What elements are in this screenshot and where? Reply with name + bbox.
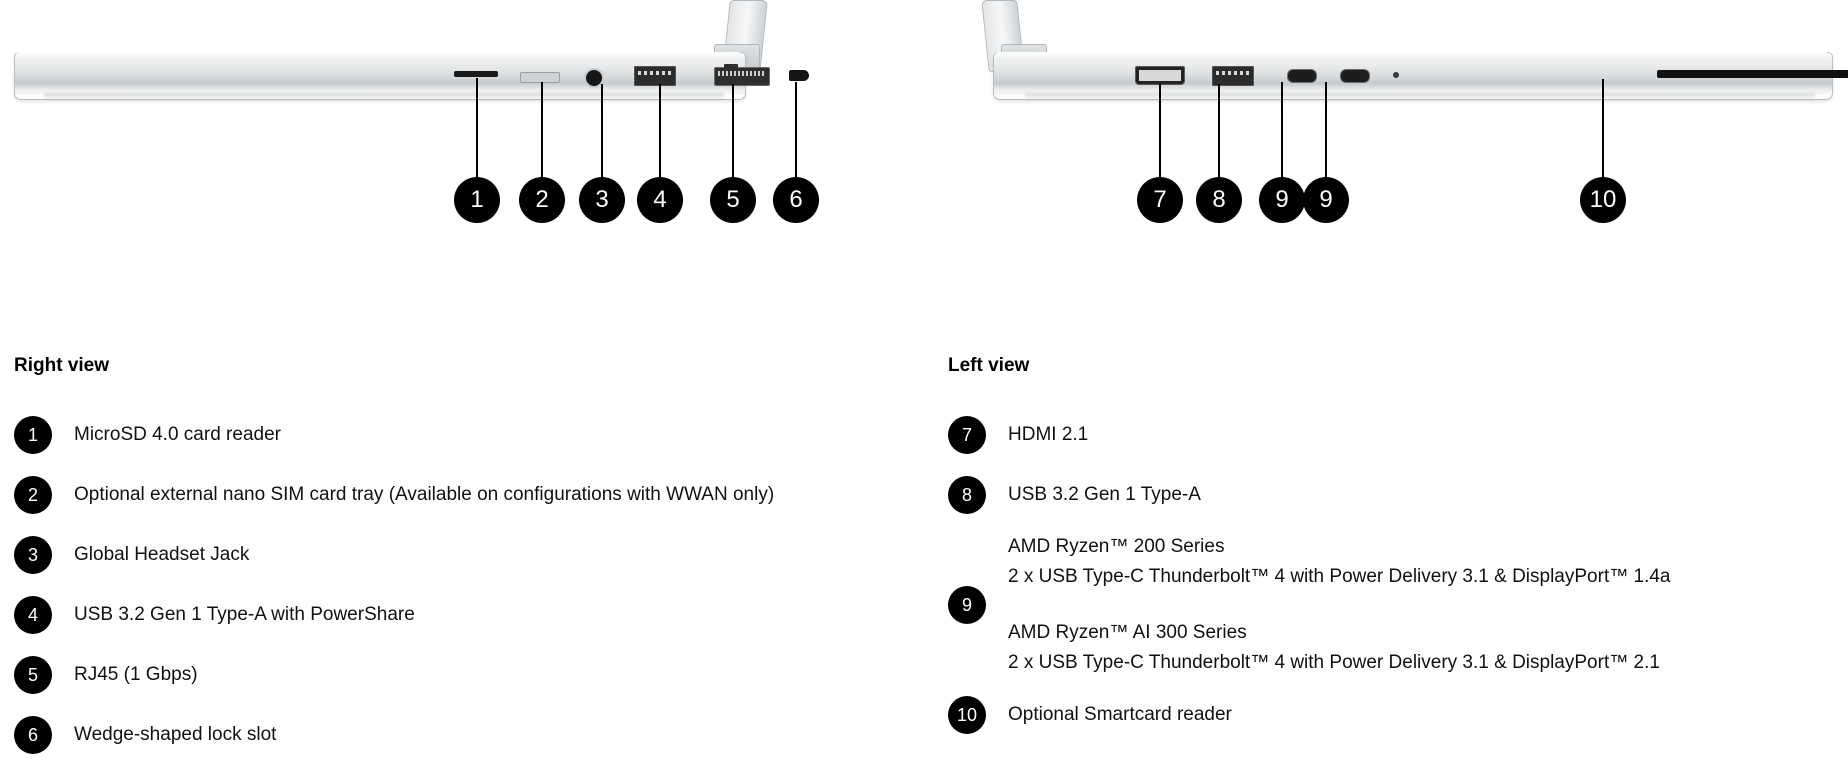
item-badge-10: 10	[948, 696, 986, 734]
laptop-top-edge-left	[994, 52, 1830, 62]
callout-1: 1	[454, 177, 500, 223]
list-item	[948, 465, 1838, 525]
left-view-title: Left view	[948, 355, 1030, 376]
callout-9-first: 9	[1259, 177, 1305, 223]
item-badge-1: 1	[14, 416, 52, 454]
item-label-9-line-5: 2 x USB Type-C Thunderbolt™ 4 with Power Delivery 3.1 & DisplayPort™ 2.1	[1008, 652, 1660, 673]
item-badge-5: 5	[14, 656, 52, 694]
item-label-7: HDMI 2.1	[1008, 424, 1089, 445]
laptop-shadow-right	[44, 93, 724, 101]
item-badge-9: 9	[948, 586, 986, 624]
leader-line-3	[601, 84, 603, 178]
item-label-4: USB 3.2 Gen 1 Type-A with PowerShare	[74, 604, 415, 625]
leader-line-5	[732, 84, 734, 178]
list-item	[14, 645, 914, 705]
callout-5: 5	[710, 177, 756, 223]
callout-9-second: 9	[1303, 177, 1349, 223]
usb-type-a-powershare-port	[634, 66, 676, 86]
hdmi-port	[1135, 66, 1185, 85]
item-label-5: RJ45 (1 Gbps)	[74, 664, 198, 685]
wedge-lock-slot	[789, 70, 809, 81]
right-view-title: Right view	[14, 355, 110, 376]
smartcard-reader-slot	[1657, 70, 1848, 78]
right-view-legend	[14, 355, 914, 765]
nano-sim-card-tray	[520, 72, 560, 83]
leader-line-9a	[1281, 82, 1283, 178]
leader-line-2	[541, 82, 543, 178]
usb-type-a-port	[1212, 66, 1254, 86]
port-illustration	[0, 0, 1848, 250]
item-label-2: Optional external nano SIM card tray (Available on configurations with WWAN only)	[74, 484, 775, 505]
leader-line-9b	[1325, 82, 1327, 178]
leader-line-6	[795, 82, 797, 178]
item-badge-8: 8	[948, 476, 986, 514]
item-label-9-line-4: AMD Ryzen™ AI 300 Series	[1008, 622, 1247, 643]
list-item	[14, 585, 914, 645]
callout-2: 2	[519, 177, 565, 223]
item-badge-3: 3	[14, 536, 52, 574]
item-label-6: Wedge-shaped lock slot	[74, 724, 277, 745]
callout-10: 10	[1580, 177, 1626, 223]
item-label-3: Global Headset Jack	[74, 544, 250, 565]
microsd-card-reader-port	[454, 71, 498, 77]
item-label-10: Optional Smartcard reader	[1008, 704, 1232, 725]
item-label-9-line-1: AMD Ryzen™ 200 Series	[1008, 536, 1225, 557]
callout-6: 6	[773, 177, 819, 223]
laptop-shadow-left	[1025, 93, 1815, 101]
usb-type-c-thunderbolt-port-2	[1340, 69, 1370, 83]
list-item	[14, 525, 914, 585]
left-view-legend	[948, 355, 1838, 745]
list-item	[948, 525, 1838, 685]
list-item	[948, 405, 1838, 465]
item-label-9-spacer	[1008, 592, 1670, 618]
leader-line-1	[476, 78, 478, 178]
usb-type-c-thunderbolt-port-1	[1287, 69, 1317, 83]
callout-7: 7	[1137, 177, 1183, 223]
callout-4: 4	[637, 177, 683, 223]
rj45-ethernet-port	[714, 67, 770, 86]
item-badge-4: 4	[14, 596, 52, 634]
item-label-1: MicroSD 4.0 card reader	[74, 424, 281, 445]
item-badge-7: 7	[948, 416, 986, 454]
callout-8: 8	[1196, 177, 1242, 223]
leader-line-7	[1159, 84, 1161, 178]
item-label-9	[1008, 532, 1670, 678]
list-item	[948, 685, 1838, 745]
list-item	[14, 465, 914, 525]
item-label-9-line-2: 2 x USB Type-C Thunderbolt™ 4 with Power Delivery 3.1 & DisplayPort™ 1.4a	[1008, 566, 1671, 587]
laptop-top-edge-right	[15, 52, 743, 62]
list-item	[14, 405, 914, 465]
leader-line-4	[659, 84, 661, 178]
callout-3: 3	[579, 177, 625, 223]
item-badge-2: 2	[14, 476, 52, 514]
pinhole-icon	[1393, 72, 1399, 78]
leader-line-10	[1602, 79, 1604, 178]
item-label-8: USB 3.2 Gen 1 Type-A	[1008, 484, 1201, 505]
leader-line-8	[1218, 84, 1220, 178]
list-item	[14, 705, 914, 765]
item-badge-6: 6	[14, 716, 52, 754]
